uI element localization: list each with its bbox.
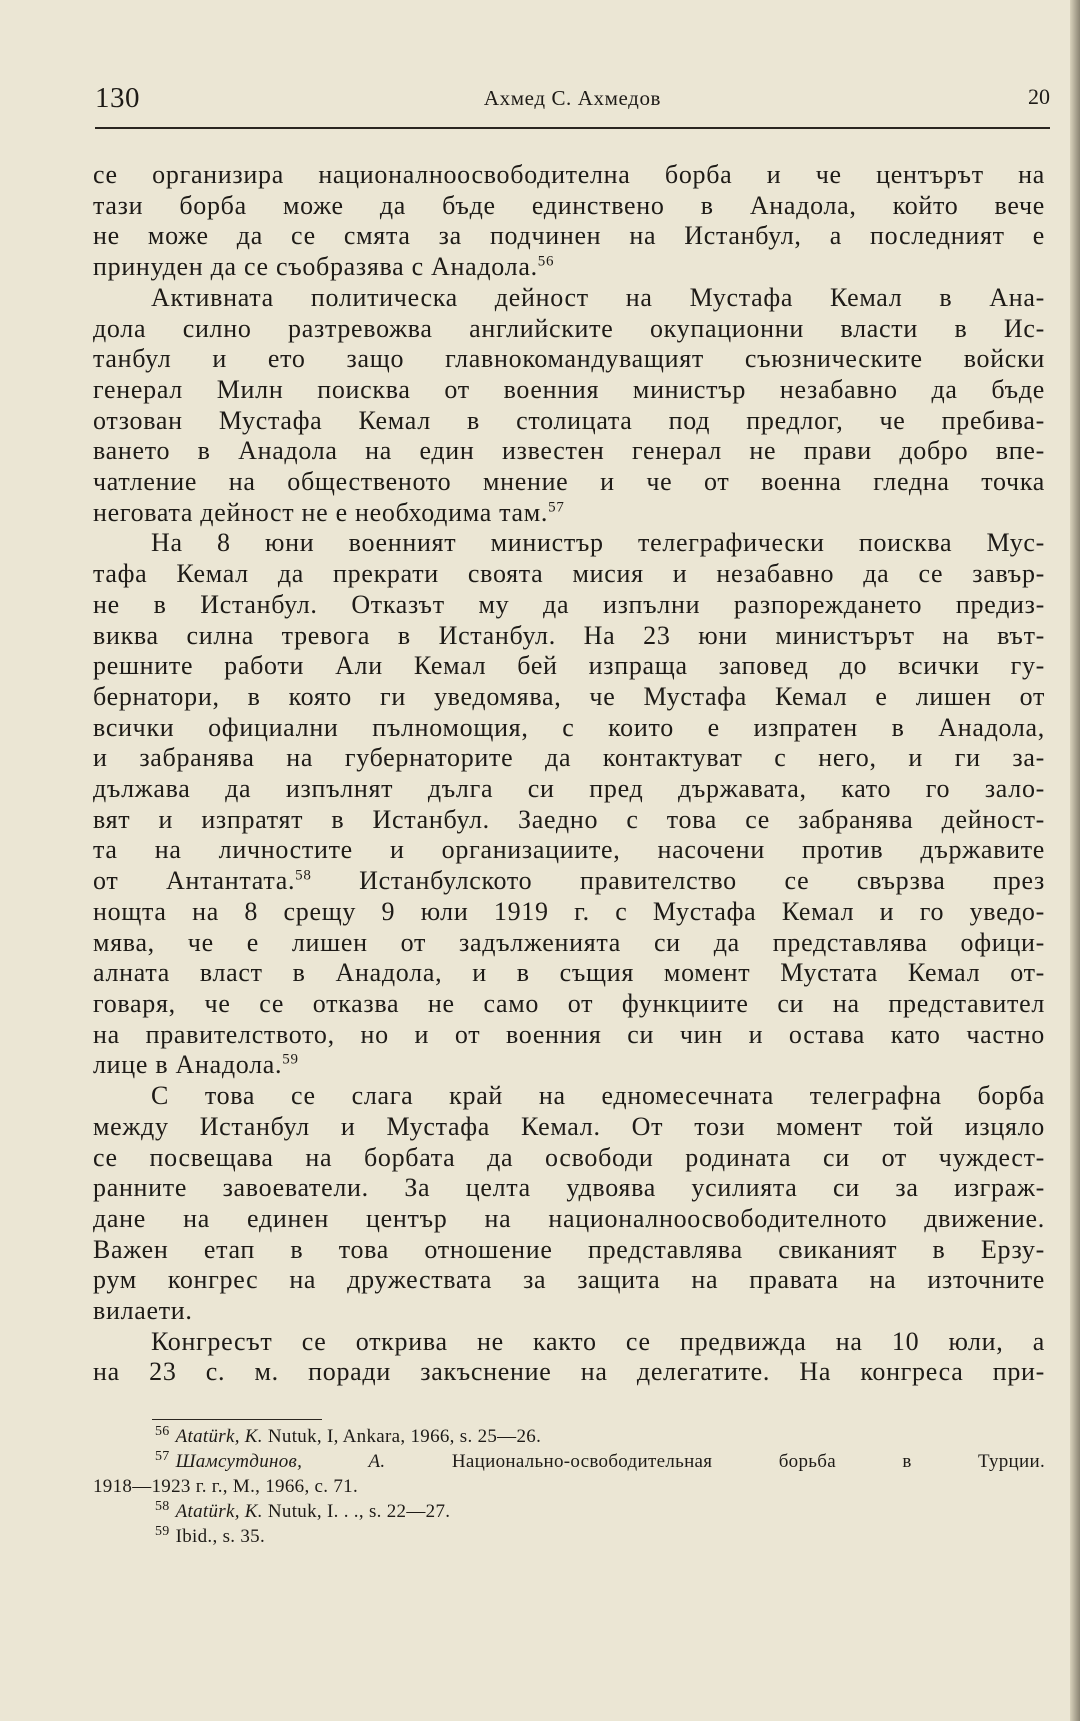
footnote-number: 57 <box>155 1448 170 1464</box>
line-text: алната власт в Анадола, и в същия момент Мустата Кемал от- <box>93 958 1045 988</box>
line-text: между Истанбул и Мустафа Кемал. От този момент той изцяло <box>93 1111 1045 1141</box>
line-text: генерал Милн поисква от военния министър незабавно да бъде <box>93 374 1045 404</box>
footnote <box>93 1524 1045 1549</box>
footnote-author: Шамсутдинов, А. <box>175 1451 386 1472</box>
text-line <box>93 344 1045 375</box>
text-line <box>93 805 1045 836</box>
line-text: на правителството, но и от военния си чин и остава като частно <box>93 1019 1045 1049</box>
line-text: рум конгрес на дружествата за защита на правата на източните <box>93 1265 1045 1295</box>
footnote-reference: 59 <box>282 1051 299 1068</box>
book-spine-shadow <box>1070 0 1080 1721</box>
line-text: нощта на 8 срещу 9 юли 1919 г. с Мустафа Кемал и го уведо- <box>93 896 1045 926</box>
line-text: бернатори, в която ги уведомява, че Мустафа Кемал е лишен от <box>93 681 1045 711</box>
footnote-number: 58 <box>155 1498 170 1514</box>
text-line <box>93 682 1045 713</box>
text-line <box>93 191 1045 222</box>
line-text: принуден да се съобразява с Анадола. <box>93 252 538 282</box>
text-line <box>93 958 1045 989</box>
line-text: решните работи Али Кемал бей изпраща заповед до всички гу- <box>93 651 1045 681</box>
text-line <box>93 406 1045 437</box>
page-number: 130 <box>95 82 140 114</box>
line-text: вилаети. <box>93 1296 193 1326</box>
line-text: мява, че е лишен от задълженията си да представлява офици- <box>93 927 1045 957</box>
text-line <box>93 713 1045 744</box>
text-line <box>93 1265 1045 1296</box>
line-text: та на личностите и организациите, насочени против държавите <box>93 835 1045 865</box>
text-line <box>93 897 1045 928</box>
line-text: тафа Кемал да прекрати своята мисия и незабавно да се завър- <box>93 559 1045 589</box>
text-line <box>93 528 1045 559</box>
footnote-number: 56 <box>155 1423 170 1439</box>
text-line <box>93 1235 1045 1266</box>
text-line <box>93 160 1045 191</box>
text-line <box>93 1204 1045 1235</box>
line-text: на 23 с. м. поради закъснение на делегатите. На конгреса при- <box>93 1357 1045 1387</box>
text-line <box>93 375 1045 406</box>
text-line <box>93 621 1045 652</box>
line-text: С това се слага край на едномесечната телеграфна борба <box>151 1081 1045 1111</box>
footnote-author: Atatürk, K. <box>175 1426 263 1447</box>
text-line <box>93 436 1045 467</box>
footnote-text: Nutuk, I. . ., s. 22—27. <box>262 1501 451 1522</box>
text-line <box>93 467 1045 498</box>
text-line <box>93 1357 1045 1388</box>
text-line <box>93 1050 1045 1081</box>
line-text: всички официални пълномощия, с които е изпратен в Анадола, <box>93 712 1045 742</box>
text-line <box>93 590 1045 621</box>
chapter-number: 20 <box>1028 84 1050 109</box>
text-line <box>93 743 1045 774</box>
line-text: и забранява на губернаторите да контактуват с него, и ги за- <box>93 743 1045 773</box>
line-text-tail: Истанбулското правителство се свързва през <box>311 866 1045 896</box>
line-text: тази борба може да бъде единствено в Анадола, който вече <box>93 190 1045 220</box>
footnote-continuation: 1918—1923 г. г., М., 1966, с. 71. <box>93 1476 359 1497</box>
line-text: се организира националноосвободителна борба и че центърът на <box>93 160 1045 189</box>
line-text: виква силна тревога в Истанбул. На 23 юни министърът на вът- <box>93 620 1045 650</box>
text-line <box>93 283 1045 314</box>
text-line <box>93 314 1045 345</box>
line-text: чатление на общественото мнение и че от военна гледна точка <box>93 467 1045 497</box>
text-line <box>93 1296 1045 1327</box>
footnotes <box>93 1424 1045 1549</box>
footnote-reference: 58 <box>295 867 312 884</box>
text-line <box>93 1081 1045 1112</box>
header-rule <box>95 127 1050 129</box>
body-text <box>93 160 1045 1388</box>
text-line <box>93 835 1045 866</box>
footnote-text: Ibid., s. 35. <box>175 1526 266 1547</box>
line-text: не може да се смята за подчинен на Истанбул, а последният е <box>93 221 1045 251</box>
text-line <box>93 1020 1045 1051</box>
footnote-reference: 56 <box>537 253 555 270</box>
footnote-text: Национально-освободительная борьба в Турции. <box>385 1451 1045 1472</box>
text-line <box>93 1327 1045 1358</box>
text-line <box>93 221 1045 252</box>
line-text: вят и изпратят в Истанбул. Заедно с това се забранява дейност- <box>93 804 1045 834</box>
footnote-text: Nutuk, I, Ankara, 1966, s. 25—26. <box>262 1426 542 1447</box>
line-text: Активната политическа дейност на Мустафа Кемал в Ана- <box>151 282 1045 312</box>
footnote-reference: 57 <box>548 499 565 516</box>
text-line <box>93 651 1045 682</box>
text-line <box>93 774 1045 805</box>
line-text: не в Истанбул. Отказът му да изпълни разпореждането предиз- <box>93 589 1045 619</box>
running-title: Ахмед С. Ахмедов <box>483 86 662 110</box>
footnote-rule <box>152 1419 322 1420</box>
text-line <box>93 989 1045 1020</box>
line-text: Важен етап в това отношение представлява свиканият в Ерзу- <box>93 1234 1045 1264</box>
text-line <box>93 498 1045 529</box>
line-text: лице в Анадола. <box>93 1050 283 1080</box>
line-text: от Антантата. <box>93 866 296 896</box>
line-text: танбул и ето защо главнокомандуващият съюзническите войски <box>93 344 1045 374</box>
line-text: дължава да изпълнят дълга си пред държавата, като го зало- <box>93 774 1045 804</box>
text-line <box>93 928 1045 959</box>
text-line <box>93 1143 1045 1174</box>
footnote-number: 59 <box>155 1523 170 1539</box>
line-text: На 8 юни военният министър телеграфически поисква Мус- <box>151 528 1045 558</box>
line-text: Конгресът се открива не както се предвижда на 10 юли, а <box>151 1326 1045 1356</box>
footnote-author: Atatürk, K. <box>175 1501 263 1522</box>
line-text: ването в Анадола на един известен генерал не прави добро впе- <box>93 436 1045 466</box>
footnote <box>93 1449 1045 1474</box>
line-text: се посвещава на борбата да освободи родината си от чуждест- <box>93 1142 1045 1172</box>
line-text: отзован Мустафа Кемал в столицата под предлог, че пребива- <box>93 405 1045 435</box>
line-text: говаря, че се отказва не само от функциите си на представител <box>93 988 1045 1018</box>
text-line <box>93 559 1045 590</box>
footnote <box>93 1499 1045 1524</box>
text-line <box>93 1112 1045 1143</box>
text-line <box>93 866 1045 897</box>
page-header <box>95 80 1050 120</box>
text-line <box>93 1173 1045 1204</box>
line-text: неговата дейност не е необходима там. <box>93 497 549 527</box>
line-text: ранните завоеватели. За целта удвоява усилията си за изграж- <box>93 1173 1045 1203</box>
footnote <box>93 1424 1045 1449</box>
line-text: дола силно разтревожва английските окупационни власти в Ис- <box>93 313 1045 343</box>
line-text: дане на единен център на националноосвободителното движение. <box>93 1203 1045 1233</box>
text-line <box>93 252 1045 283</box>
